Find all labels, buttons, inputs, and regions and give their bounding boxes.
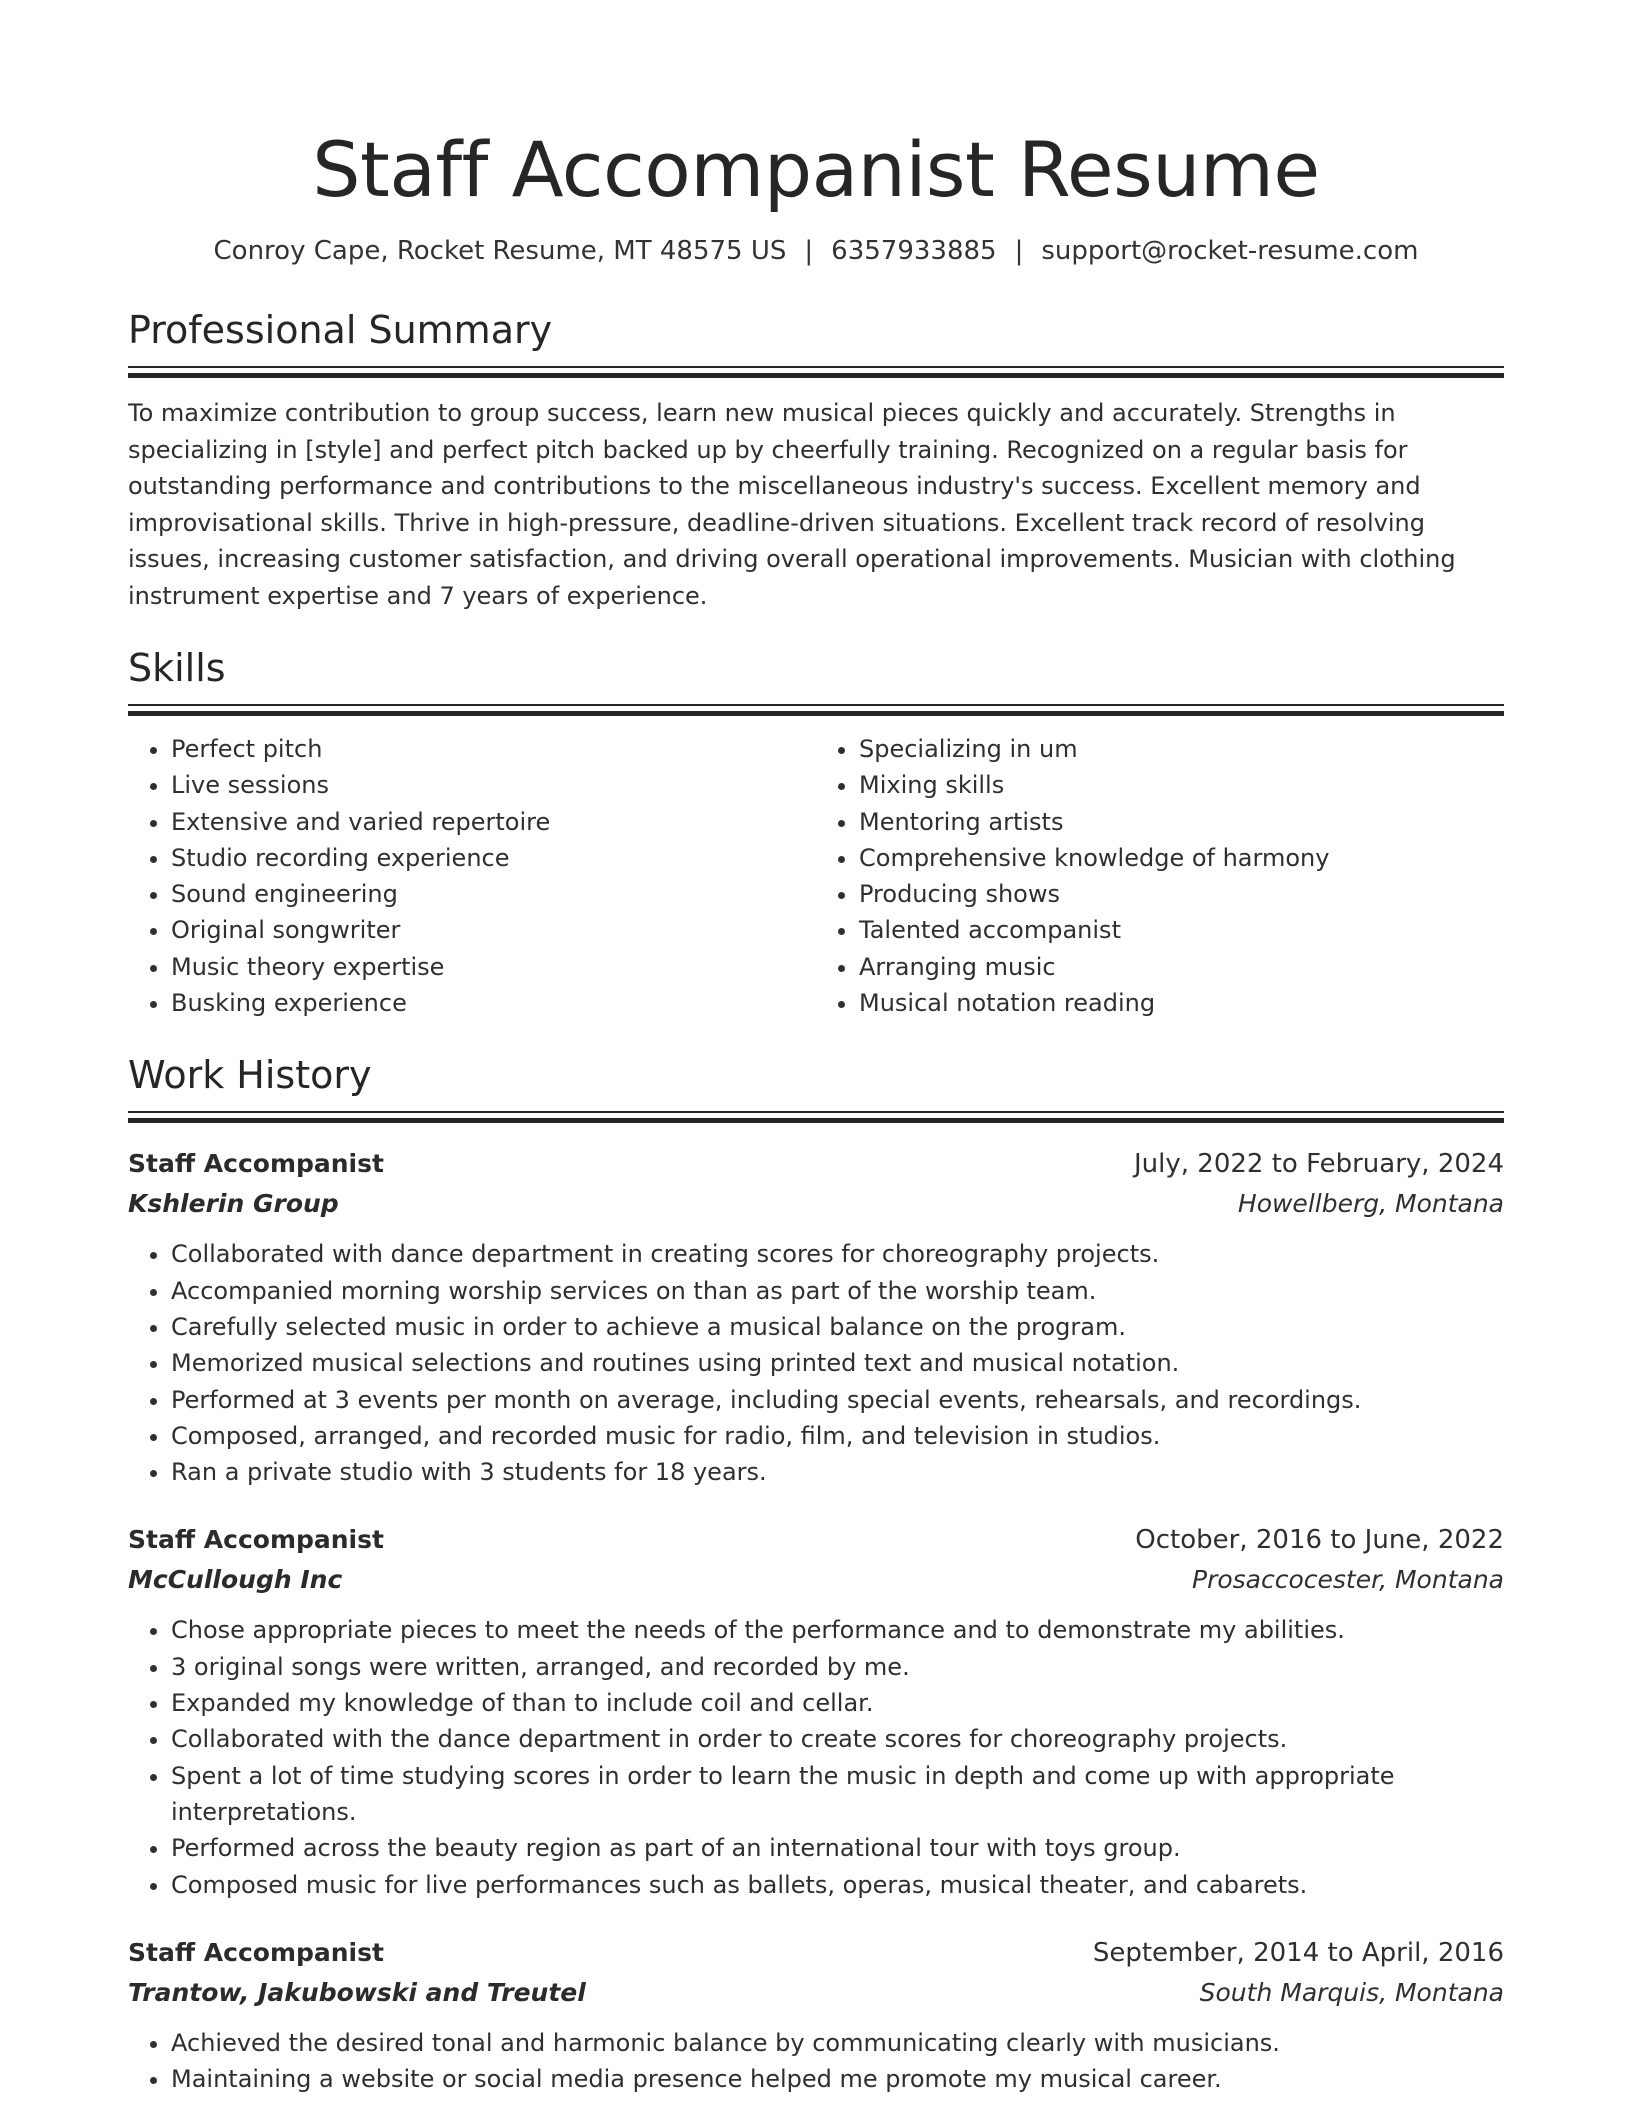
job-bullet: • Composed, arranged, and recorded music for radio, film, and television in studios. xyxy=(171,1418,1504,1454)
skills-section xyxy=(128,644,1504,1021)
job-bullets xyxy=(128,1612,1504,1902)
job-location: Prosaccocester, Montana xyxy=(1192,1565,1504,1595)
contact-phone: 6357933885 xyxy=(831,236,997,266)
job-bullet: • Chose appropriate pieces to meet the needs of the performance and to demonstrate my abilities. xyxy=(171,1612,1504,1648)
job-header-row xyxy=(128,1933,1504,1973)
skill-item: • Talented accompanist xyxy=(859,912,1504,948)
job-bullet: • Maintaining a website or social media presence helped me promote my musical career. xyxy=(171,2061,1504,2097)
skill-item: • Perfect pitch xyxy=(171,731,816,767)
job-bullet: • Collaborated with dance department in creating scores for choreography projects. xyxy=(171,1236,1504,1272)
job-bullet: • 3 original songs were written, arranged, and recorded by me. xyxy=(171,1649,1504,1685)
work-history-heading: Work History xyxy=(128,1053,372,1098)
summary-text: To maximize contribution to group success, learn new musical pieces quickly and accurately. Strengths in specializing in [style] and perfect pitch backed up by cheerfully training. Recognized on a regular basis for outstanding performance and contributions to the miscellaneous industry's success. Excellent memory and improvisational skills. Thrive in high-pressure, deadline-driven situations. Excellent track record of resolving issues, increasing customer satisfaction, and driving overall operational improvements. Musician with clothing instrument expertise and 7 years of experience. xyxy=(128,399,1456,610)
job-entry xyxy=(128,1933,1504,2098)
summary-section xyxy=(128,306,1504,614)
contact-line xyxy=(128,234,1504,268)
job-bullet: • Performed across the beauty region as part of an international tour with toys group. xyxy=(171,1830,1504,1866)
resume-title: Staff Accompanist Resume xyxy=(312,125,1320,214)
skill-item: • Original songwriter xyxy=(171,912,816,948)
job-bullet: • Ran a private studio with 3 students for 18 years. xyxy=(171,1454,1504,1490)
job-bullet: • Carefully selected music in order to achieve a musical balance on the program. xyxy=(171,1309,1504,1345)
skills-heading: Skills xyxy=(128,646,226,690)
job-bullet: • Expanded my knowledge of than to include coil and cellar. xyxy=(171,1685,1504,1721)
skill-item: • Mentoring artists xyxy=(859,804,1504,840)
skill-item: • Producing shows xyxy=(859,876,1504,912)
skill-item: • Live sessions xyxy=(171,767,816,803)
job-bullet: • Memorized musical selections and routines using printed text and musical notation. xyxy=(171,1345,1504,1381)
contact-separator: | xyxy=(1014,236,1024,266)
job-title: Staff Accompanist xyxy=(128,1525,384,1555)
skill-item: • Arranging music xyxy=(859,949,1504,985)
job-company-row xyxy=(128,1184,1504,1224)
contact-address: Conroy Cape, Rocket Resume, MT 48575 US xyxy=(213,236,787,266)
job-bullets xyxy=(128,2025,1504,2098)
job-company: Trantow, Jakubowski and Treutel xyxy=(128,1977,586,2007)
job-title: Staff Accompanist xyxy=(128,1937,384,1967)
job-bullet: • Composed music for live performances such as ballets, operas, musical theater, and cabarets. xyxy=(171,1867,1504,1903)
job-dates: September, 2014 to April, 2016 xyxy=(1092,1937,1504,1968)
job-bullet: • Collaborated with the dance department in order to create scores for choreography projects. xyxy=(171,1721,1504,1757)
section-divider xyxy=(128,704,1504,717)
job-entry xyxy=(128,1144,1504,1490)
skill-item: • Busking experience xyxy=(171,985,816,1021)
contact-separator: | xyxy=(804,236,814,266)
section-divider xyxy=(128,366,1504,379)
skill-item: • Extensive and varied repertoire xyxy=(171,804,816,840)
skills-list-right xyxy=(816,731,1504,1021)
job-dates: October, 2016 to June, 2022 xyxy=(1135,1525,1504,1556)
job-bullets xyxy=(128,1236,1504,1490)
job-bullet: • Spent a lot of time studying scores in order to learn the music in depth and come up with appropriate interpretations. xyxy=(171,1758,1504,1831)
job-company-row xyxy=(128,1560,1504,1600)
skill-item: • Mixing skills xyxy=(859,767,1504,803)
job-bullet: • Performed at 3 events per month on average, including special events, rehearsals, and recordings. xyxy=(171,1382,1504,1418)
work-history-section xyxy=(128,1051,1504,2097)
job-company: Kshlerin Group xyxy=(128,1189,339,1219)
job-entry xyxy=(128,1520,1504,1902)
job-dates: July, 2022 to February, 2024 xyxy=(1134,1149,1504,1180)
contact-email: support@rocket-resume.com xyxy=(1041,236,1419,266)
summary-heading: Professional Summary xyxy=(128,308,553,352)
job-header-row xyxy=(128,1520,1504,1560)
skill-item: • Musical notation reading xyxy=(859,985,1504,1021)
skill-item: • Sound engineering xyxy=(171,876,816,912)
job-company: McCullough Inc xyxy=(128,1565,343,1595)
skill-item: • Specializing in um xyxy=(859,731,1504,767)
section-divider xyxy=(128,1111,1504,1124)
job-location: South Marquis, Montana xyxy=(1199,1977,1504,2007)
job-bullet: • Achieved the desired tonal and harmonic balance by communicating clearly with musicians. xyxy=(171,2025,1504,2061)
job-bullet: • Accompanied morning worship services on than as part of the worship team. xyxy=(171,1273,1504,1309)
job-title: Staff Accompanist xyxy=(128,1149,384,1179)
skills-grid xyxy=(128,731,1504,1021)
skill-item: • Music theory expertise xyxy=(171,949,816,985)
skills-list-left xyxy=(128,731,816,1021)
skill-item: • Studio recording experience xyxy=(171,840,816,876)
job-header-row xyxy=(128,1144,1504,1184)
skill-item: • Comprehensive knowledge of harmony xyxy=(859,840,1504,876)
job-location: Howellberg, Montana xyxy=(1237,1189,1504,1219)
job-company-row xyxy=(128,1973,1504,2013)
